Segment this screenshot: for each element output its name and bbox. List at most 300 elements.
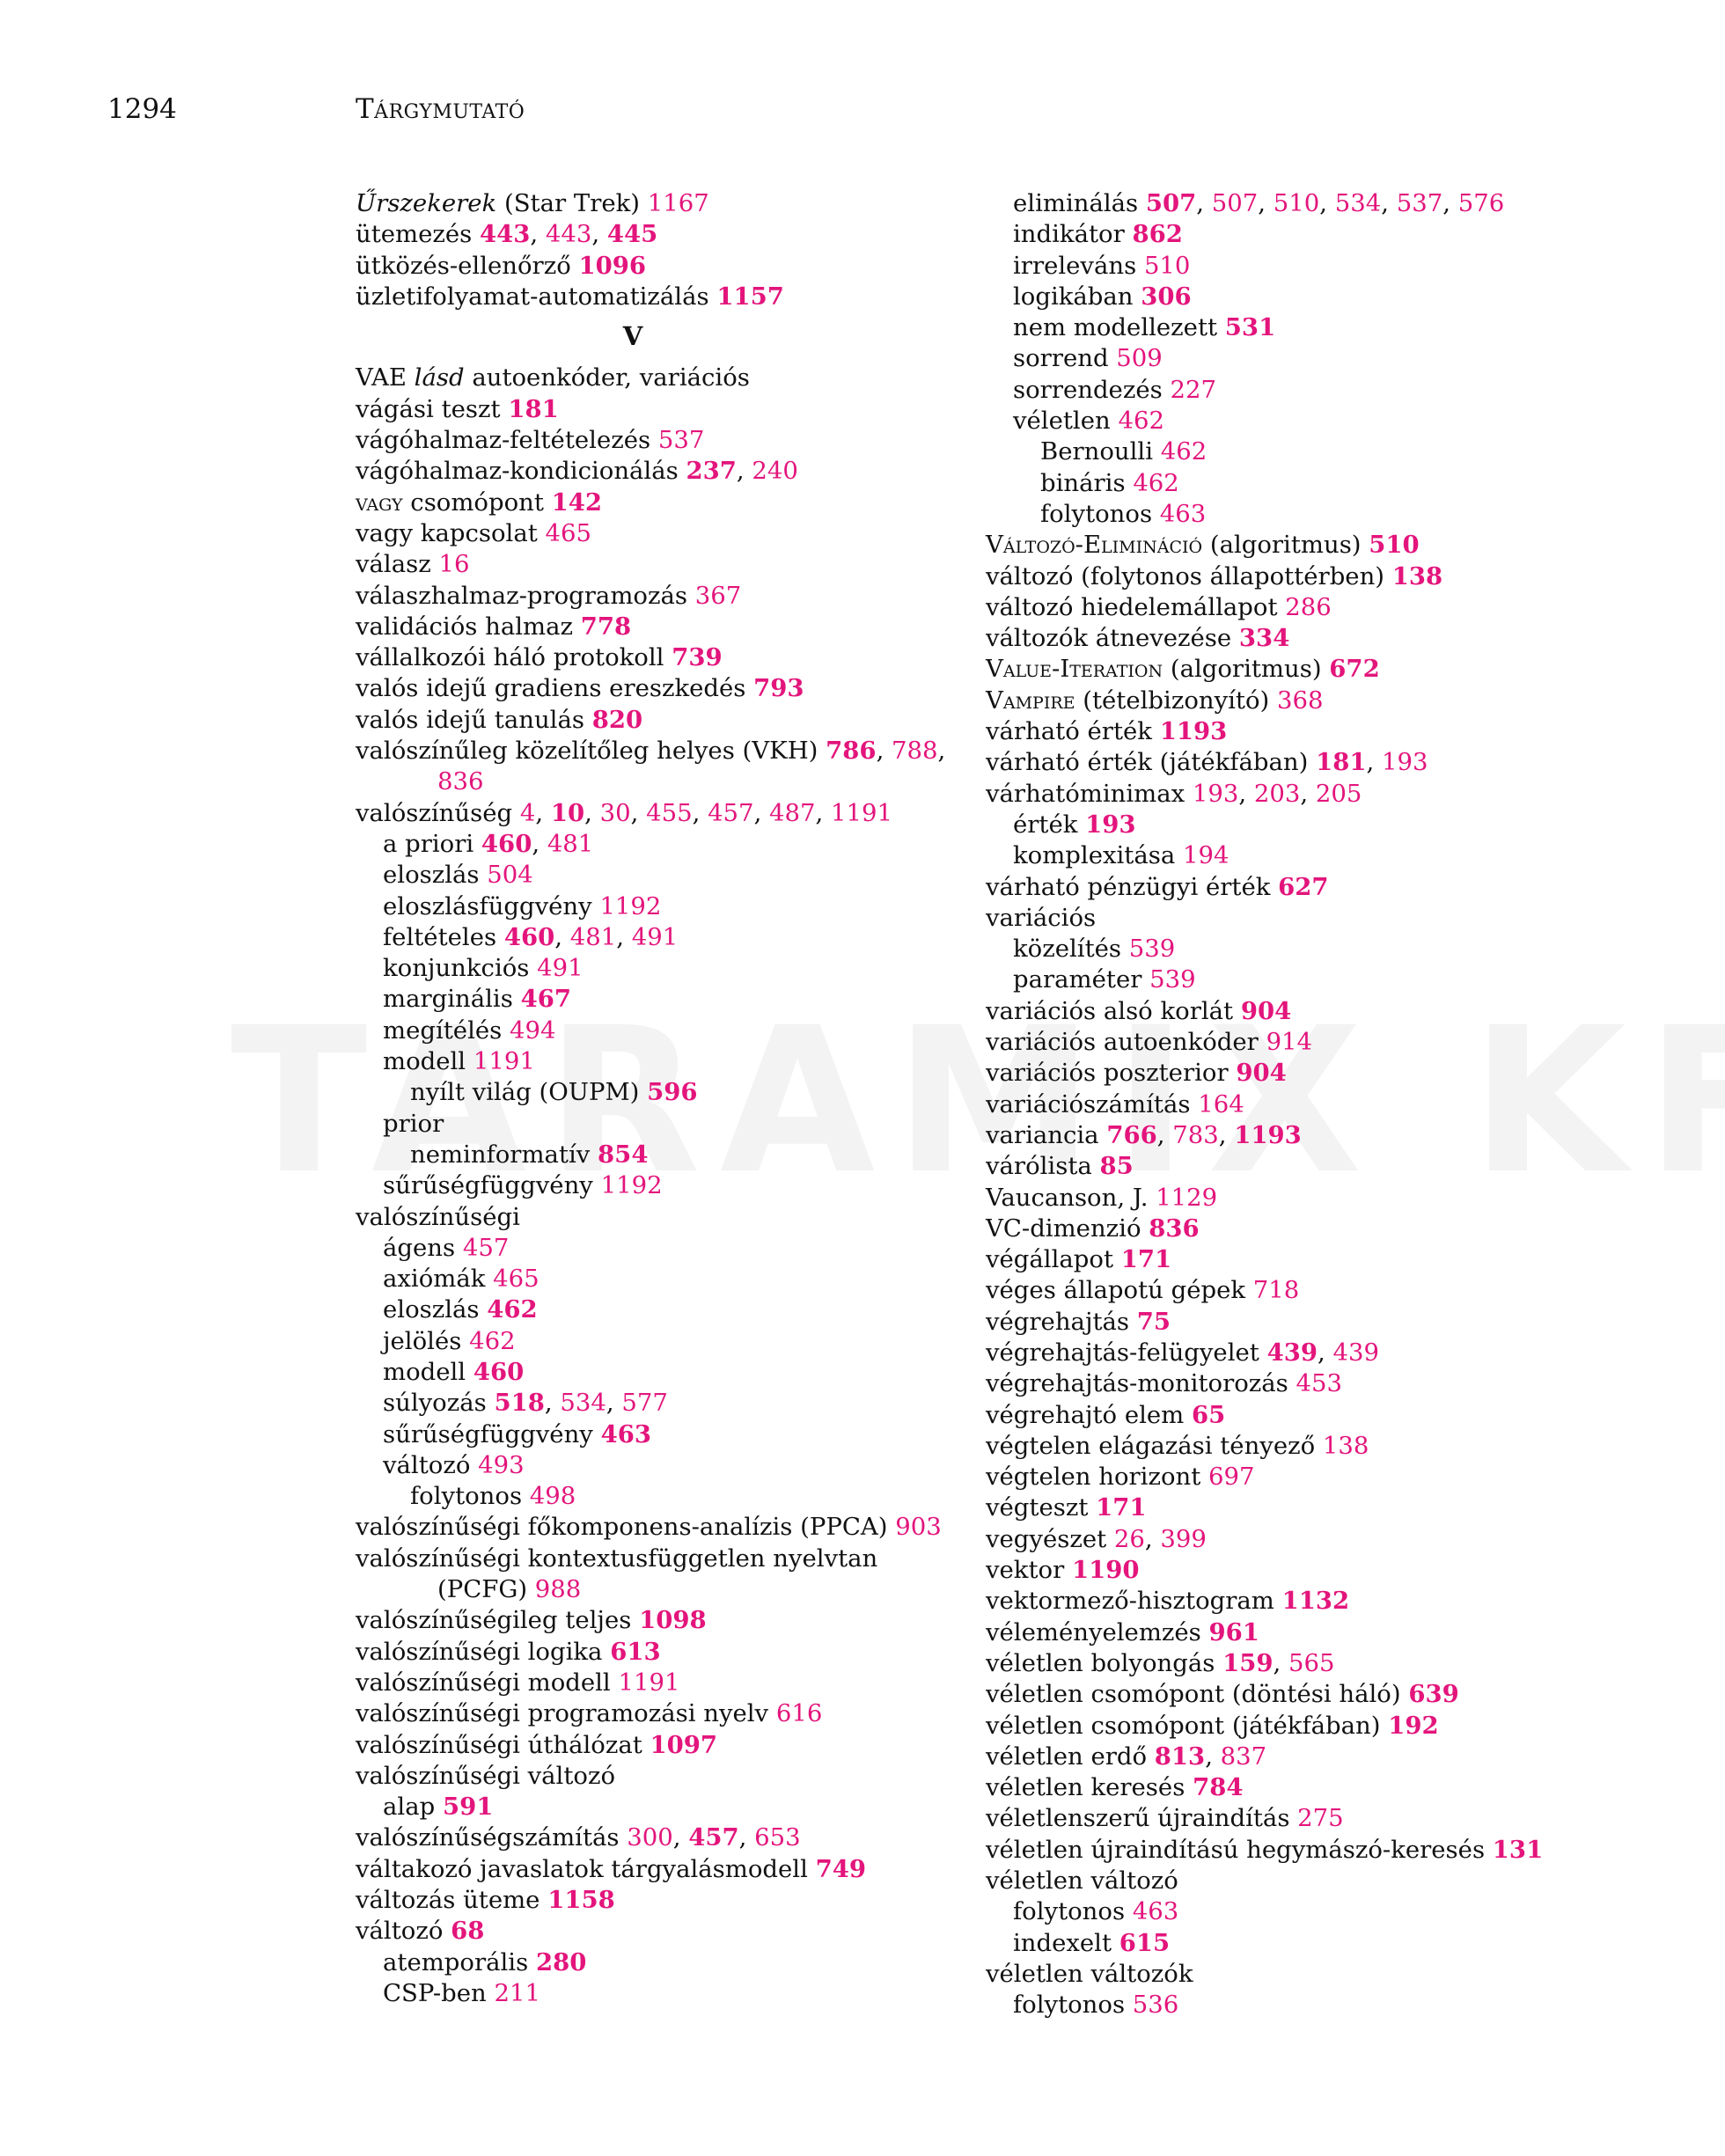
page-reference: 836 [1149,1214,1200,1243]
entry-text: komplexitása [1013,841,1183,870]
entry-text: eliminálás [1013,189,1146,217]
page-reference: 493 [478,1450,525,1479]
entry-text: , [1300,779,1316,808]
index-entry [356,1419,954,1450]
entry-text: véletlen bolyongás [986,1648,1223,1677]
index-entry [356,736,954,766]
index-column-left [356,188,954,2009]
page-reference: 537 [657,426,705,455]
page-reference: 518 [494,1389,545,1418]
index-entry [356,549,954,580]
page-reference: 463 [600,1419,651,1448]
entry-text: , [1258,189,1274,217]
page-reference: 181 [1316,748,1367,777]
index-entry [356,1916,954,1947]
entry-text: változó (folytonos állapottérben) [986,561,1392,590]
entry-text: érték [1013,810,1086,839]
page-reference: 237 [686,457,737,486]
index-entry [356,829,954,860]
letter-heading-v: V [622,321,643,352]
entry-text: megítélés [383,1016,510,1045]
index-entry [986,1772,1549,1803]
index-entry [986,1928,1549,1959]
page-reference: 192 [1388,1711,1439,1740]
index-entry [356,922,954,953]
page-reference: 837 [1220,1742,1267,1771]
entry-text: , [1156,1120,1173,1149]
entry-text: véletlen csomópont (döntési háló) [986,1680,1409,1709]
entry-text: paraméter [1013,965,1150,994]
page-reference: 467 [520,985,571,1014]
page-reference: 439 [1332,1338,1379,1367]
page-reference: 1157 [716,282,784,311]
index-entry [986,1617,1549,1648]
entry-text: változók átnevezése [986,624,1239,653]
entry-text: variációs alsó korlát [986,996,1241,1025]
index-entry [356,1294,954,1325]
page-reference: 171 [1120,1245,1172,1274]
page-reference: 539 [1128,935,1176,964]
entry-text: véletlenszerű újraindítás [986,1804,1298,1833]
index-entry [986,219,1549,250]
index-entry [356,1854,954,1885]
page-reference: 4 [519,798,536,827]
page-reference: 537 [1396,189,1443,217]
index-entry [356,518,954,549]
index-entry [986,375,1549,406]
entry-text: , [532,829,547,858]
index-entry [986,1959,1549,1990]
entry-text: Űrszekerek [356,189,497,217]
page-reference: 443 [545,220,592,249]
index-entry [986,1058,1549,1089]
page-reference: 462 [469,1326,516,1355]
index-entry [986,1120,1549,1151]
page-reference: 1191 [618,1668,680,1697]
entry-text: végállapot [986,1245,1121,1274]
entry-text: , [1205,1742,1221,1771]
index-entry [356,188,954,219]
entry-text: , [1442,189,1458,217]
page-reference: 766 [1106,1120,1157,1149]
index-entry [986,1368,1549,1399]
entry-text: prior [383,1109,444,1138]
page-reference: 786 [826,737,877,766]
index-entry [356,219,954,250]
index-entry [356,642,954,673]
index-entry [986,686,1549,716]
page-reference: 627 [1278,872,1329,901]
page-reference: 85 [1099,1152,1134,1181]
page-reference: 462 [487,1295,538,1324]
entry-text: VAE [356,363,415,392]
index-entry [986,964,1549,995]
index-entry [356,1202,954,1233]
page-reference: 697 [1208,1463,1255,1492]
page-reference: 275 [1297,1804,1344,1833]
page-reference: 504 [487,861,533,890]
page-reference: 836 [437,767,484,796]
page-reference: 507 [1211,189,1259,217]
entry-text: (algoritmus) [1202,531,1369,560]
entry-text: végtelen horizont [986,1463,1209,1492]
index-entry [356,1544,954,1574]
index-block-v-continued [986,188,1549,2021]
index-entry [986,623,1549,654]
entry-text: (algoritmus) [1163,655,1330,684]
index-entry [986,716,1549,747]
entry-text: bináris [1040,468,1134,497]
page-reference: 462 [1160,437,1208,466]
index-entry [356,953,954,984]
entry-text: csomópont [402,488,552,517]
index-entry [356,456,954,487]
page-reference: 193 [1381,748,1428,777]
entry-text: , [672,1823,689,1852]
entry-text: valószínűségi [356,1202,520,1231]
index-entry [356,1698,954,1729]
page-reference: 1096 [578,251,647,280]
page-reference: 509 [1116,344,1163,373]
entry-text: véletlen keresés [986,1773,1193,1802]
entry-text: vágóhalmaz-feltételezés [356,426,658,455]
entry-text: váltakozó javaslatok tárgyalásmodell [356,1854,816,1883]
page-reference: 639 [1408,1680,1459,1709]
entry-text: válaszhalmaz-programozás [356,581,695,610]
entry-text: nyílt világ (OUPM) [410,1078,648,1107]
index-entry [356,1822,954,1853]
page-reference: 460 [473,1357,525,1386]
page-reference: 988 [534,1575,582,1604]
page-reference: 793 [753,674,804,703]
index-entry [986,1307,1549,1338]
entry-text: sorrend [1013,344,1117,373]
index-entry [356,282,954,312]
index-entry [986,1866,1549,1896]
entry-text: végtelen elágazási tényező [986,1431,1323,1460]
index-entry [986,406,1549,436]
index-entry [986,436,1549,467]
entry-text: valószínűségi változó [356,1761,616,1790]
entry-text: indikátor [1013,220,1133,249]
entry-text: ágens [383,1233,463,1262]
index-entry [986,872,1549,903]
page-reference: 784 [1193,1773,1244,1802]
index-entry [356,1450,954,1481]
entry-text: marginális [383,985,521,1014]
index-entry [986,530,1549,561]
entry-text: , [1366,748,1382,777]
entry-text: változás üteme [356,1886,548,1915]
entry-text: véletlen változó [986,1866,1178,1896]
entry-text: valószínűségi programozási nyelv [356,1699,776,1728]
entry-text: véletlen csomópont (játékfában) [986,1711,1389,1740]
page-reference: 443 [480,220,531,249]
index-entry [986,1492,1549,1523]
entry-text: modell [383,1047,473,1076]
page-reference: 576 [1457,189,1505,217]
entry-text: valószínűleg közelítőleg helyes (VKH) [356,737,826,766]
entry-text: sorrendezés [1013,375,1171,404]
entry-text: sűrűségfüggvény [383,1419,601,1448]
page-reference: 491 [631,922,679,951]
entry-text: , [1238,779,1254,808]
entry-text: , [1319,189,1335,217]
index-entry [356,363,954,393]
entry-text: folytonos [1013,1897,1133,1926]
index-entry [356,1792,954,1822]
page-reference: 465 [493,1265,540,1294]
page-reference: 300 [627,1823,673,1852]
index-entry [356,1264,954,1294]
entry-text: valós idejű tanulás [356,705,592,734]
index-entry [986,810,1549,840]
index-entry [986,779,1549,810]
entry-text: , [584,798,600,827]
page-reference: 131 [1492,1835,1544,1864]
entry-text: Változó-Elimináció [986,531,1203,560]
page-reference: 138 [1322,1431,1369,1460]
index-entry [356,798,954,829]
entry-text: konjunkciós [383,954,538,983]
index-entry [986,1244,1549,1275]
index-entry [986,1803,1549,1834]
page-reference: 240 [752,457,798,486]
entry-text: közelítés [1013,935,1129,964]
index-entry [986,282,1549,312]
entry-text: valószínűségszámítás [356,1823,628,1852]
index-entry [986,903,1549,934]
entry-text: valószínűségi főkomponens-analízis (PPCA) [356,1513,896,1542]
entry-text: súlyozás [383,1389,495,1418]
index-entry [986,747,1549,778]
page-reference: 205 [1315,779,1362,808]
index-entry [986,561,1549,592]
entry-text: várólista [986,1152,1100,1181]
index-entry [356,1170,954,1201]
entry-text: eloszlás [383,1295,488,1324]
entry-text: valós idejű gradiens ereszkedés [356,674,754,703]
page-reference: 591 [442,1793,494,1822]
entry-text: , [815,798,832,827]
index-entry [986,1089,1549,1120]
index-entry [356,1140,954,1170]
entry-text: variációs poszterior [986,1059,1237,1088]
page-reference: 577 [621,1389,668,1418]
page-reference: 1193 [1234,1120,1302,1149]
entry-text: variációs autoenkóder [986,1028,1266,1057]
index-entry [356,394,954,425]
index-entry [986,1679,1549,1710]
entry-text: , [606,1389,622,1418]
entry-text: indexelt [1013,1928,1119,1957]
entry-text: feltételes [383,922,504,951]
entry-text: autoenkóder, variációs [464,363,750,392]
entry-text: vektormező-hisztogram [986,1587,1282,1616]
entry-text: neminformatív [410,1140,598,1169]
index-entry [356,251,954,282]
page-reference: 788 [892,737,938,766]
page-reference: 368 [1277,686,1324,715]
page-reference: 510 [1143,251,1191,280]
entry-text: , [554,922,570,951]
entry-text: eloszlás [383,861,488,890]
entry-text: végrehajtás-felügyelet [986,1338,1267,1367]
index-entry [356,1605,954,1636]
page-reference: 536 [1132,1991,1179,2020]
page-reference: 1129 [1156,1183,1218,1212]
entry-text: végrehajtó elem [986,1400,1192,1429]
page-reference: 193 [1085,810,1136,839]
entry-text: , [544,1389,561,1418]
entry-text: (PCFG) [437,1575,535,1604]
index-entry [986,840,1549,871]
index-entry [356,581,954,612]
page-reference: 334 [1238,624,1290,653]
entry-text: variációszámítás [986,1089,1199,1118]
entry-text: nem modellezett [1013,313,1225,342]
index-entry [986,1524,1549,1555]
index-entry [356,1668,954,1698]
entry-text: véleményelemzés [986,1617,1209,1646]
index-entry [986,312,1549,343]
entry-text: variációs [986,903,1097,932]
index-entry [356,1885,954,1916]
entry-text: Vaucanson, J. [986,1183,1156,1212]
index-entry [356,1730,954,1761]
page-reference: 783 [1172,1120,1219,1149]
entry-text: vagy kapcsolat [356,518,546,547]
index-entry [986,1151,1549,1182]
running-title: Tárgymutató [356,93,525,125]
page-reference: 749 [815,1854,867,1883]
page-reference: 498 [529,1482,576,1511]
index-entry [356,1978,954,2009]
entry-text: axiómák [383,1265,494,1294]
entry-text: validációs halmaz [356,612,581,641]
page-reference: 193 [1192,779,1239,808]
index-block-v [356,363,954,2009]
entry-text: , [591,220,607,249]
entry-text: , [692,798,708,827]
entry-text: (Star Trek) [496,189,648,217]
page-reference: 457 [462,1233,510,1262]
page-reference: 1190 [1071,1556,1140,1585]
index-entry [356,1761,954,1792]
entry-text: valószínűségi úthálózat [356,1730,650,1759]
entry-text: (tételbizonyító) [1075,686,1277,715]
page-reference: 1193 [1159,717,1228,746]
page-reference: 460 [481,829,532,858]
entry-text: , [1317,1338,1333,1367]
index-entry [356,1481,954,1512]
page-reference: 653 [754,1823,801,1852]
entry-text: várható pénzügyi érték [986,872,1279,901]
page-reference: 453 [1296,1369,1343,1398]
entry-text: valószínűségi modell [356,1668,619,1697]
page-reference: 30 [599,798,631,827]
entry-text: üzletifolyamat-automatizálás [356,282,717,311]
entry-text: sűrűségfüggvény [383,1171,601,1200]
page-reference: 159 [1222,1648,1274,1677]
index-entry [986,251,1549,282]
entry-text: valószínűség [356,798,520,827]
page-reference: 820 [591,705,643,734]
entry-text: vektor [986,1556,1072,1585]
entry-text: valószínűségileg teljes [356,1606,640,1635]
page-reference: 462 [1118,407,1164,436]
index-entry [356,425,954,456]
page-reference: 914 [1266,1028,1313,1057]
page-reference: 138 [1391,561,1443,590]
index-entry [356,1233,954,1264]
entry-text: ütemezés [356,220,481,249]
index-entry [356,1357,954,1388]
page-reference: 181 [508,394,559,423]
entry-text: , [1144,1524,1161,1553]
page-reference: 904 [1236,1059,1287,1088]
entry-text: CSP-ben [383,1978,495,2007]
page-reference: 75 [1136,1307,1171,1336]
page-reference: 465 [545,518,592,547]
entry-text: ütközés-ellenőrző [356,251,579,280]
page-reference: 961 [1208,1617,1259,1646]
index-block-u [356,188,954,312]
page-reference: 227 [1170,375,1216,404]
page-reference: 539 [1149,965,1196,994]
index-entry [986,1183,1549,1214]
entry-text: lásd [414,363,465,392]
page-reference: 534 [560,1389,606,1418]
page-reference: 68 [451,1917,485,1946]
page-reference: 739 [672,643,723,672]
entry-text: várható érték (játékfában) [986,748,1317,777]
page-reference: 494 [510,1016,556,1045]
index-entry [356,1326,954,1357]
index-entry [356,984,954,1015]
page-reference: 1167 [647,189,709,217]
page-reference: 510 [1369,531,1420,560]
page-reference: 211 [494,1978,541,2007]
page-reference: 286 [1285,592,1332,621]
page-reference: 65 [1191,1400,1226,1429]
entry-text: irreleváns [1013,251,1144,280]
entry-text: , [1273,1648,1288,1677]
entry-text: , [1381,189,1397,217]
page-reference: 507 [1145,189,1197,217]
index-entry [986,592,1549,623]
index-column-right [986,188,1549,2021]
index-entry [986,1711,1549,1742]
entry-text: atemporális [383,1947,536,1976]
index-entry [986,996,1549,1027]
entry-text: logikában [1013,282,1141,311]
entry-text: modell [383,1357,473,1386]
index-entry [986,654,1549,685]
entry-text: vagy [356,488,403,517]
page-reference: 445 [606,220,658,249]
index-entry [356,673,954,704]
page-reference: 306 [1141,282,1192,311]
index-entry [986,1431,1549,1462]
index-entry [356,1388,954,1419]
index-entry [986,1990,1549,2020]
entry-text: Value-Iteration [986,655,1163,684]
entry-text: valószínűségi kontextusfüggetlen nyelvtan [356,1544,878,1573]
page-reference: 778 [580,612,632,641]
entry-text: , [1218,1120,1235,1149]
page-reference: 455 [646,798,693,827]
